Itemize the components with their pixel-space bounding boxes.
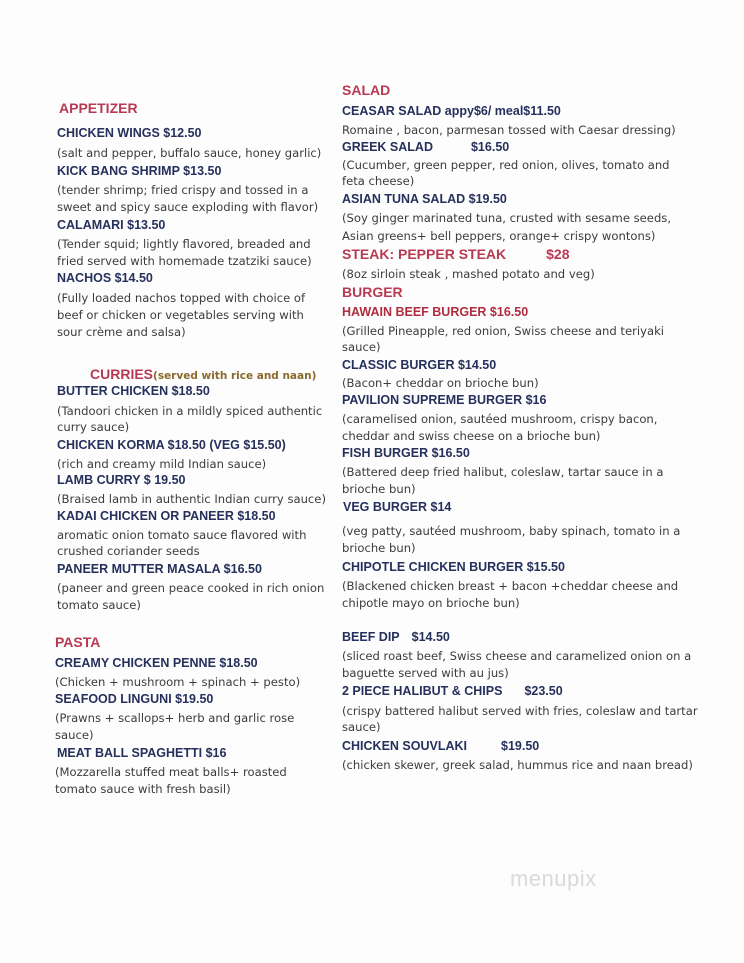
menu-item-calamari: CALAMARI $13.50 bbox=[57, 218, 166, 232]
menu-item-chicken-wings: CHICKEN WINGS $12.50 bbox=[57, 126, 202, 140]
menu-item-description: (tender shrimp; fried crispy and tossed in a bbox=[57, 183, 309, 197]
section-burger-title: BURGER bbox=[342, 284, 403, 300]
menu-item-asian-tuna-salad: ASIAN TUNA SALAD $19.50 bbox=[342, 192, 507, 206]
menu-item-description: (veg patty, sautéed mushroom, baby spinach, tomato in a bbox=[342, 524, 681, 538]
menu-item-halibut-chips bbox=[342, 684, 563, 698]
section-curries-heading bbox=[90, 364, 316, 383]
menu-item-chipotle-chicken-burger: CHIPOTLE CHICKEN BURGER $15.50 bbox=[342, 560, 565, 574]
menu-item-name: 2 PIECE HALIBUT & CHIPS bbox=[342, 684, 503, 698]
menu-item-description: chipotle mayo on brioche bun) bbox=[342, 596, 520, 610]
menu-item-description: tomato sauce) bbox=[57, 598, 141, 612]
menu-item-description: sauce) bbox=[342, 720, 381, 734]
menu-item-description: (Prawns + scallops+ herb and garlic rose bbox=[55, 711, 295, 725]
menu-item-description: (Blackened chicken breast + bacon +cheddar cheese and bbox=[342, 579, 679, 593]
menu-item-price: $23.50 bbox=[524, 684, 563, 698]
menu-item-description: Asian greens+ bell peppers, orange+ crispy wontons) bbox=[342, 229, 656, 243]
menu-item-description: (salt and pepper, buffalo sauce, honey garlic) bbox=[57, 146, 322, 160]
menu-item-name: CHICKEN SOUVLAKI bbox=[342, 739, 468, 753]
menu-item-description: (Mozzarella stuffed meat balls+ roasted bbox=[55, 765, 287, 779]
menu-item-classic-burger: CLASSIC BURGER $14.50 bbox=[342, 358, 497, 372]
menu-item-description: crushed coriander seeds bbox=[57, 544, 200, 558]
menu-item-description: (Braised lamb in authentic Indian curry sauce) bbox=[57, 492, 326, 506]
menu-item-description: curry sauce) bbox=[57, 420, 130, 434]
menu-item-description: baguette served with au jus) bbox=[342, 666, 509, 680]
menu-item-fish-burger: FISH BURGER $16.50 bbox=[342, 446, 470, 460]
menu-item-description: (Grilled Pineapple, red onion, Swiss cheese and teriyaki bbox=[342, 324, 665, 338]
menu-item-description: (Bacon+ cheddar on brioche bun) bbox=[342, 376, 539, 390]
menu-item-description: (caramelised onion, sautéed mushroom, crispy bacon, bbox=[342, 412, 658, 426]
menu-item-description: (Tandoori chicken in a mildly spiced authentic bbox=[57, 404, 323, 418]
section-curries-title: CURRIES bbox=[90, 366, 154, 382]
section-pasta-title: PASTA bbox=[55, 634, 101, 650]
section-curries-note: (served with rice and naan) bbox=[153, 370, 317, 382]
menu-item-description: (8oz sirloin steak , mashed potato and veg) bbox=[342, 267, 595, 281]
menu-item-lamb-curry: LAMB CURRY $ 19.50 bbox=[57, 473, 186, 487]
menu-item-description: feta cheese) bbox=[342, 174, 415, 188]
watermark: menupix bbox=[510, 866, 597, 891]
menu-item-description: sauce) bbox=[342, 340, 381, 354]
menu-item-description: sauce) bbox=[55, 728, 94, 742]
menu-item-name: GREEK SALAD bbox=[342, 140, 433, 154]
menu-item-description: Romaine , bacon, parmesan tossed with Caesar dressing) bbox=[342, 123, 676, 137]
menu-item-butter-chicken: BUTTER CHICKEN $18.50 bbox=[57, 384, 210, 398]
section-salad-title: SALAD bbox=[342, 82, 391, 98]
menu-item-description: beef or chicken or vegetables serving with bbox=[57, 308, 304, 322]
section-appetizer-title: APPETIZER bbox=[59, 100, 138, 116]
section-steak-title bbox=[342, 246, 570, 262]
menu-item-ceasar-salad: CEASAR SALAD appy$6/ meal$11.50 bbox=[342, 104, 561, 118]
menu-item-price: $19.50 bbox=[501, 739, 540, 753]
menu-item-description: cheddar and swiss cheese on a brioche bun) bbox=[342, 429, 601, 443]
menu-item-paneer-mutter-masala: PANEER MUTTER MASALA $16.50 bbox=[57, 562, 262, 576]
menu-item-description: (paneer and green peace cooked in rich onion bbox=[57, 581, 325, 595]
steak-price: $28 bbox=[546, 246, 570, 262]
menu-item-description: brioche bun) bbox=[342, 541, 416, 555]
menu-item-seafood-linguni: SEAFOOD LINGUNI $19.50 bbox=[55, 692, 214, 706]
menu-item-description: (sliced roast beef, Swiss cheese and caramelized onion on a bbox=[342, 649, 692, 663]
menu-item-chicken-korma: CHICKEN KORMA $18.50 (VEG $15.50) bbox=[57, 438, 286, 452]
menu-item-description: (crispy battered halibut served with fries, coleslaw and tartar bbox=[342, 704, 698, 718]
menu-item-description: fried served with homemade tzatziki sauce) bbox=[57, 254, 312, 268]
menu-item-greek-salad bbox=[342, 140, 509, 154]
menu-item-kick-bang-shrimp: KICK BANG SHRIMP $13.50 bbox=[57, 164, 222, 178]
menu-item-kadai-chicken-paneer: KADAI CHICKEN OR PANEER $18.50 bbox=[57, 509, 276, 523]
menu-item-description: (rich and creamy mild Indian sauce) bbox=[57, 457, 267, 471]
menu-item-description: brioche bun) bbox=[342, 482, 416, 496]
menu-item-description: (chicken skewer, greek salad, hummus rice and naan bread) bbox=[342, 758, 693, 772]
menu-item-pavilion-supreme-burger: PAVILION SUPREME BURGER $16 bbox=[342, 393, 547, 407]
menu-item-description: (Fully loaded nachos topped with choice of bbox=[57, 291, 306, 305]
menu-item-description: (Soy ginger marinated tuna, crusted with sesame seeds, bbox=[342, 211, 672, 225]
menu-item-price: $14.50 bbox=[411, 630, 450, 644]
menu-item-description: (Tender squid; lightly flavored, breaded and bbox=[57, 237, 311, 251]
menu-item-beef-dip bbox=[342, 630, 450, 644]
menu-item-creamy-chicken-penne: CREAMY CHICKEN PENNE $18.50 bbox=[55, 656, 258, 670]
menu-item-price: $16.50 bbox=[470, 140, 510, 154]
menu-item-description: tomato sauce with fresh basil) bbox=[55, 782, 231, 796]
menu-item-hawain-beef-burger: HAWAIN BEEF BURGER $16.50 bbox=[342, 305, 529, 319]
menu-item-description: sweet and spicy sauce exploding with flavor) bbox=[57, 200, 319, 214]
menu-item-veg-burger: VEG BURGER $14 bbox=[343, 500, 452, 514]
menu-item-chicken-souvlaki bbox=[342, 739, 539, 753]
menu-item-description: (Battered deep fried halibut, coleslaw, tartar sauce in a bbox=[342, 465, 664, 479]
menu-item-description: sour crème and salsa) bbox=[57, 325, 186, 339]
menu-item-description: (Cucumber, green pepper, red onion, olives, tomato and bbox=[342, 158, 670, 172]
menu-item-meat-ball-spaghetti: MEAT BALL SPAGHETTI $16 bbox=[57, 746, 227, 760]
menu-item-description: (Chicken + mushroom + spinach + pesto) bbox=[55, 675, 301, 689]
steak-title: STEAK: PEPPER STEAK bbox=[342, 246, 507, 262]
menu-item-name: BEEF DIP bbox=[342, 630, 400, 644]
menu-item-nachos: NACHOS $14.50 bbox=[57, 271, 153, 285]
menu-item-description: aromatic onion tomato sauce flavored with bbox=[57, 528, 307, 542]
